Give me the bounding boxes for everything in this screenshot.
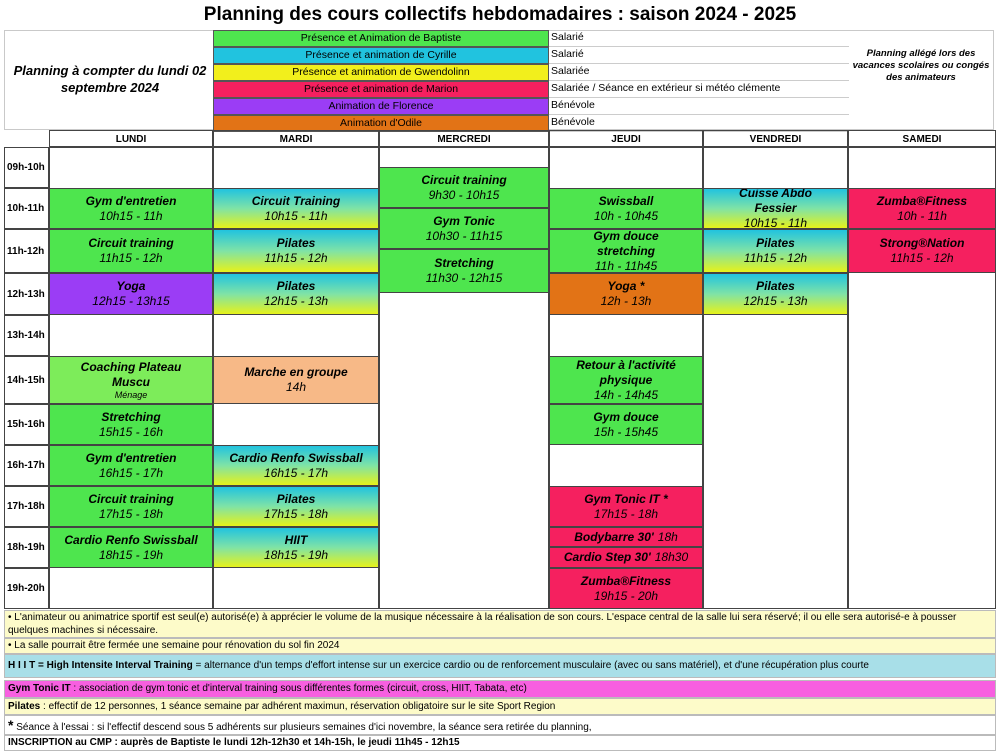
time-slot: 12h-13h bbox=[4, 273, 49, 315]
course-title: Cuisse Abdo Fessier bbox=[739, 188, 812, 215]
trial-star: * bbox=[8, 717, 14, 733]
course-hours: 14h - 14h45 bbox=[593, 387, 659, 402]
course-zumba-fitness bbox=[549, 568, 703, 609]
legend-cyrille-status: Salarié bbox=[549, 47, 849, 64]
start-date-note: Planning à compter du lundi 02 septembre 2024 bbox=[13, 63, 207, 95]
course-strong-nation bbox=[848, 229, 996, 273]
course-hours: 10h15 - 11h bbox=[264, 208, 328, 223]
course-gym-entretien bbox=[49, 188, 213, 229]
legend-florence-status: Bénévole bbox=[549, 98, 849, 115]
course-hours: 10h15 - 11h bbox=[743, 216, 808, 229]
time-slot: 17h-18h bbox=[4, 486, 49, 527]
light-planning-note: Planning allégé lors des vacances scolaires ou congés des animateurs bbox=[852, 48, 990, 83]
footnote-tonic-definition: : association de gym tonic et d'interval training sous différentes formes (circuit, cross, HIIT, Tabata, etc) bbox=[70, 683, 527, 694]
day-header-lundi: LUNDI bbox=[49, 130, 213, 147]
course-bodybarre bbox=[549, 527, 703, 547]
footnote-hiit bbox=[4, 654, 996, 678]
course-hours: 17h15 - 18h bbox=[593, 506, 659, 521]
footnote-closure: • La salle pourrait être fermée une semaine pour rénovation du sol fin 2024 bbox=[4, 638, 996, 654]
course-hours: 19h15 - 20h bbox=[593, 588, 659, 603]
course-hours: 16h15 - 17h bbox=[263, 465, 329, 480]
course-hours: 12h15 - 13h15 bbox=[92, 294, 170, 308]
course-circuit-training bbox=[213, 188, 379, 229]
course-cardio-step bbox=[549, 547, 703, 568]
course-title: Gym douce stretching bbox=[593, 229, 659, 258]
course-title: Circuit training bbox=[88, 236, 174, 250]
footnote-tonic-term: Gym Tonic IT bbox=[8, 683, 71, 694]
course-gym-tonic-it bbox=[549, 486, 703, 527]
course-hours: 9h30 - 10h15 bbox=[428, 187, 500, 202]
course-stretching bbox=[379, 249, 549, 293]
time-slot: 11h-12h bbox=[4, 229, 49, 273]
course-hours: 15h - 15h45 bbox=[593, 424, 659, 439]
footnote-trial bbox=[4, 715, 996, 735]
course-title: Gym Tonic bbox=[433, 213, 495, 228]
course-title: Bodybarre 30' bbox=[574, 529, 654, 544]
course-stretching bbox=[49, 404, 213, 445]
course-circuit-training bbox=[379, 167, 549, 208]
day-header-mercredi: MERCREDI bbox=[379, 130, 549, 147]
course-hours: 10h30 - 11h15 bbox=[425, 228, 503, 243]
footnote-inscription: INSCRIPTION au CMP : auprès de Baptiste le lundi 12h-12h30 et 14h-15h, le jeudi 11h45 - 12h15 bbox=[4, 735, 996, 751]
course-gym-tonic bbox=[379, 208, 549, 249]
course-cardio-renfo-swissball bbox=[49, 527, 213, 568]
course-title: Gym d'entretien bbox=[85, 193, 177, 208]
course-pilates bbox=[703, 229, 848, 273]
legend-marion: Présence et animation de Marion bbox=[213, 81, 549, 98]
course-title: Pilates bbox=[276, 279, 316, 293]
footnote-hiit-definition: = alternance d'un temps d'effort intense sur un exercice cardio ou de renforcement musculaire (avec ou sans matériel), et d'une récupération plus courte bbox=[192, 660, 869, 671]
course-title: Yoga bbox=[116, 279, 146, 293]
course-title: Yoga * bbox=[607, 279, 645, 293]
course-gym-douce bbox=[549, 404, 703, 445]
course-marche-en-groupe bbox=[213, 356, 379, 404]
course-title: Circuit training bbox=[421, 172, 507, 187]
course-title: Swissball bbox=[598, 193, 654, 208]
course-zumba-fitness bbox=[848, 188, 996, 229]
footnote-pilates bbox=[4, 698, 996, 715]
course-hours: 14h bbox=[285, 380, 307, 394]
course-title: Gym douce bbox=[593, 409, 659, 424]
course-yoga bbox=[49, 273, 213, 315]
course-gym-douce-stretching bbox=[549, 229, 703, 273]
course-hours: 11h15 - 12h bbox=[99, 251, 163, 265]
day-header-vendredi: VENDREDI bbox=[703, 130, 848, 147]
course-hours: 11h15 - 12h bbox=[743, 251, 808, 265]
legend-florence: Animation de Florence bbox=[213, 98, 549, 115]
course-title: Gym Tonic IT * bbox=[584, 491, 668, 506]
course-title: Zumba®Fitness bbox=[580, 573, 672, 588]
course-hours: 11h15 - 12h bbox=[264, 251, 328, 265]
course-hours: 11h - 11h45 bbox=[594, 258, 658, 273]
day-header-mardi: MARDI bbox=[213, 130, 379, 147]
course-circuit-training bbox=[49, 229, 213, 273]
course-pilates bbox=[213, 273, 379, 315]
course-title: Gym d'entretien bbox=[85, 450, 177, 465]
day-header-jeudi: JEUDI bbox=[549, 130, 703, 147]
course-hours: 18h bbox=[657, 529, 678, 544]
course-cardio-renfo-swissball bbox=[213, 445, 379, 486]
course-note: Ménage bbox=[114, 389, 148, 400]
course-title: Cardio Step 30' bbox=[563, 550, 651, 564]
course-hours: 18h15 - 19h bbox=[263, 547, 329, 562]
course-pilates bbox=[703, 273, 848, 315]
course-retour-activite-physique bbox=[549, 356, 703, 404]
course-title: Pilates bbox=[276, 236, 316, 250]
course-title: HIIT bbox=[284, 532, 308, 547]
footnote-pilates-term: Pilates bbox=[8, 701, 41, 712]
course-title: Pilates bbox=[756, 236, 795, 250]
course-title: Retour à l'activité physique bbox=[576, 357, 676, 387]
course-title: Circuit training bbox=[88, 491, 174, 506]
course-yoga bbox=[549, 273, 703, 315]
course-pilates bbox=[213, 486, 379, 527]
course-swissball bbox=[549, 188, 703, 229]
footnote-hiit-term: H I I T = High Intensite Interval Training bbox=[8, 660, 193, 671]
course-hours: 16h15 - 17h bbox=[98, 465, 164, 480]
time-slot: 16h-17h bbox=[4, 445, 49, 486]
course-hours: 12h - 13h bbox=[600, 294, 652, 308]
time-slot: 14h-15h bbox=[4, 356, 49, 404]
course-pilates bbox=[213, 229, 379, 273]
legend-baptiste: Présence et Animation de Baptiste bbox=[213, 30, 549, 47]
course-title: Strong®Nation bbox=[879, 236, 965, 250]
course-title: Stretching bbox=[101, 409, 161, 424]
course-title: Cardio Renfo Swissball bbox=[64, 532, 198, 547]
footnote-trial-text: Séance à l'essai : si l'effectif descend sous 5 adhérents sur plusieurs semaines d'ici novembre, la séance sera retirée du planning, bbox=[13, 722, 592, 733]
course-coaching-plateau-muscu bbox=[49, 356, 213, 404]
legend-cyrille: Présence et animation de Cyrille bbox=[213, 47, 549, 64]
course-hours: 10h - 10h45 bbox=[593, 208, 659, 223]
course-hours: 15h15 - 16h bbox=[98, 424, 164, 439]
time-slot: 10h-11h bbox=[4, 188, 49, 229]
course-title: Pilates bbox=[276, 491, 316, 506]
time-slot: 09h-10h bbox=[4, 147, 49, 188]
course-title: Marche en groupe bbox=[244, 365, 348, 379]
legend-gwendolinn-status: Salariée bbox=[549, 64, 849, 81]
course-hiit bbox=[213, 527, 379, 568]
legend-odile: Animation d'Odile bbox=[213, 115, 549, 132]
footnote-gym-tonic-it bbox=[4, 680, 996, 698]
time-slot: 15h-16h bbox=[4, 404, 49, 445]
course-hours: 17h15 - 18h bbox=[263, 506, 329, 521]
time-slot: 18h-19h bbox=[4, 527, 49, 568]
course-hours: 17h15 - 18h bbox=[98, 506, 164, 521]
course-title: Cardio Renfo Swissball bbox=[229, 450, 363, 465]
footnote-music: • L'animateur ou animatrice sportif est seul(e) autorisé(e) à apprécier le volume de la musique nécessaire à la réalisation de son cours. L'espace central de la salle lui sera réservé; il ou elle sera autorisé-e à pousser quelques machines si nécessaire. bbox=[4, 610, 996, 638]
course-hours: 10h - 11h bbox=[897, 208, 947, 223]
day-header-samedi: SAMEDI bbox=[848, 130, 996, 147]
time-slot: 13h-14h bbox=[4, 315, 49, 356]
course-circuit-training bbox=[49, 486, 213, 527]
time-slot: 19h-20h bbox=[4, 568, 49, 609]
course-title: Circuit Training bbox=[251, 193, 341, 208]
course-title: Pilates bbox=[756, 279, 795, 293]
course-hours: 18h15 - 19h bbox=[98, 547, 164, 562]
course-title: Zumba®Fitness bbox=[876, 193, 968, 208]
course-hours: 12h15 - 13h bbox=[743, 294, 808, 308]
page-title: Planning des cours collectifs hebdomadaires : saison 2024 - 2025 bbox=[203, 4, 797, 25]
course-hours: 11h15 - 12h bbox=[890, 251, 954, 265]
legend-baptiste-status: Salarié bbox=[549, 30, 849, 47]
course-hours: 11h30 - 12h15 bbox=[425, 271, 503, 285]
course-title: Coaching Plateau Muscu bbox=[80, 359, 182, 389]
footnote-pilates-definition: : effectif de 12 personnes, 1 séance semaine par adhérent maximun, réservation obligatoire sur le site Sport Region bbox=[40, 701, 556, 712]
legend-marion-status: Salariée / Séance en extérieur si météo clémente bbox=[549, 81, 849, 98]
legend-odile-status: Bénévole bbox=[549, 115, 849, 132]
course-hours: 10h15 - 11h bbox=[99, 208, 163, 223]
course-hours: 18h30 bbox=[654, 550, 689, 564]
course-title: Stretching bbox=[434, 256, 494, 270]
course-cuisse-abdo-fessier bbox=[703, 188, 848, 229]
legend-gwendolinn: Présence et animation de Gwendolinn bbox=[213, 64, 549, 81]
course-hours: 12h15 - 13h bbox=[263, 294, 329, 308]
course-gym-entretien bbox=[49, 445, 213, 486]
